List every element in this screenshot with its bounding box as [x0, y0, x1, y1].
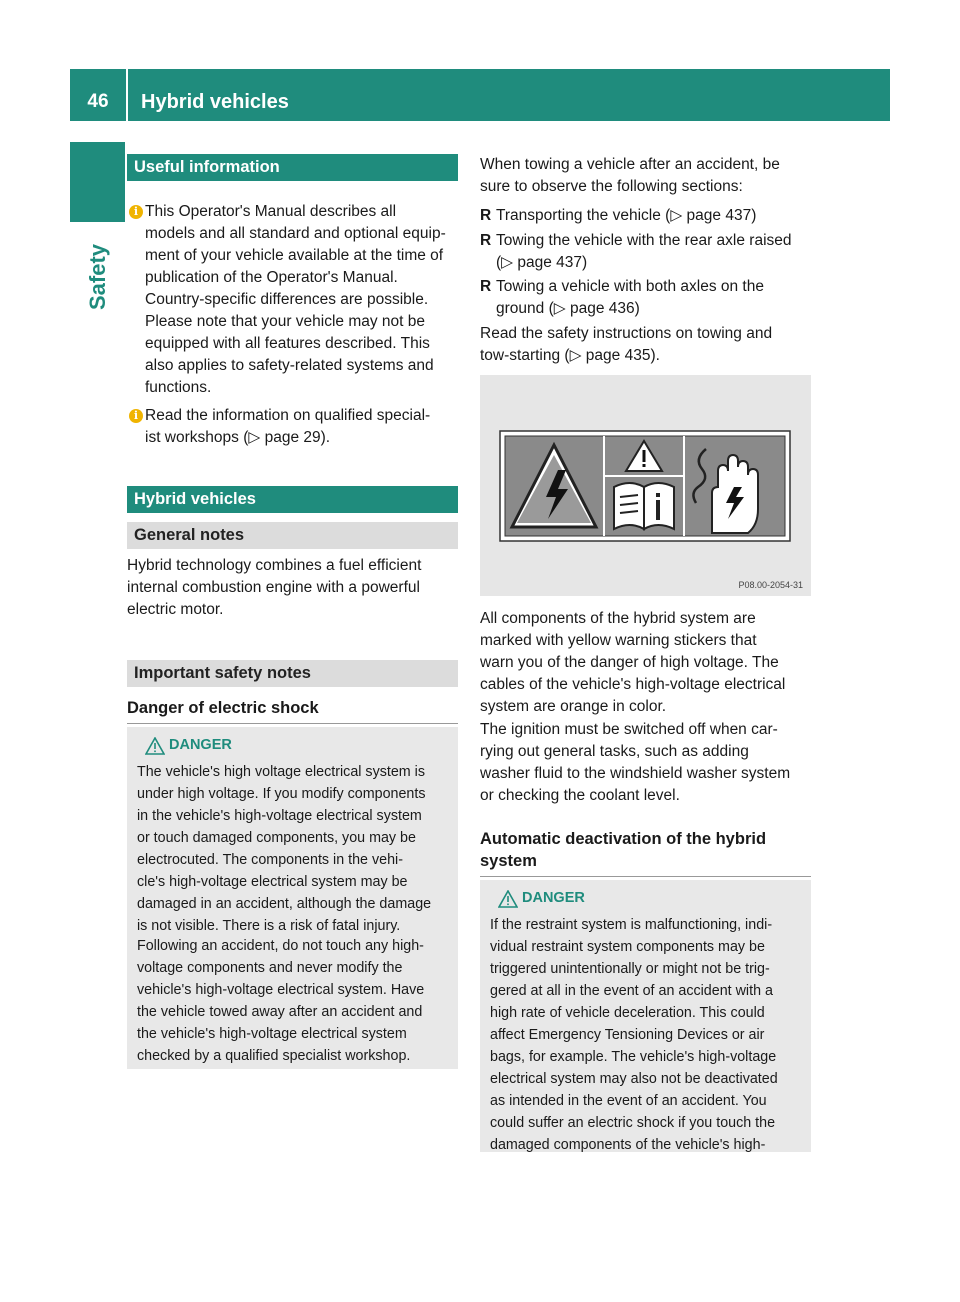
info-icon: i: [129, 205, 143, 219]
towing-intro: When towing a vehicle after an accident, be sure to observe the following sections:: [480, 156, 780, 195]
list-item: R Towing the vehicle with the rear axle raised (▷ page 437): [480, 232, 792, 271]
list-item: R Towing a vehicle with both axles on the ground (▷ page 436): [480, 278, 764, 317]
figure-code: P08.00-2054-31: [738, 580, 803, 590]
danger-paragraph: If the restraint system is malfunctioning, indi- vidual restraint system components may be triggered unintentionally or might not be trig- gered at all in the event of an accident with a high rate of vehicle deceleration. This could affect Emergency Tensioning Devices or air bags, for example. The vehicle's high-voltage electrical system may also not be deactivated as intended in the event of an accident. You could suffer an electric shock if you touch the damaged components of the vehicle's high-: [490, 917, 778, 1153]
section-rule: [127, 723, 458, 724]
header-title: Hybrid vehicles: [141, 91, 289, 113]
warning-triangle-icon: [145, 737, 165, 755]
danger-label: DANGER: [169, 737, 232, 753]
page-header: [70, 69, 890, 121]
manual-book-icon: [614, 483, 644, 529]
useful-info-note-1: This Operator's Manual describes all models and all standard and optional equip- ment of your vehicle available at the time of publication of the Operator's Manual. Country-specific differences are possible. Please note that your vehicle may not be equipped with all features described. This also applies to safety-related systems and functions.: [145, 203, 446, 396]
general-notes-text: Hybrid technology combines a fuel efficient internal combustion engine with a powerful electric motor.: [127, 557, 422, 618]
page-number: 46: [87, 91, 109, 112]
danger-label: DANGER: [522, 890, 585, 906]
ignition-text: The ignition must be switched off when car- rying out general tasks, such as adding washer fluid to the windshield washer system or checking the coolant level.: [480, 721, 791, 804]
danger-paragraph-2: Following an accident, do not touch any high- voltage components and never modify the vehicle's high-voltage electrical system. Have the vehicle towed away after an accident and the vehicle's high-voltage electrical system checked by a qualified specialist workshop.: [137, 938, 425, 1064]
high-voltage-sticker-image: [480, 375, 811, 596]
important-safety-notes-title: Important safety notes: [127, 660, 458, 687]
auto-deactivation-heading: Automatic deactivation of the hybrid system: [480, 830, 767, 870]
electric-shock-heading: Danger of electric shock: [127, 699, 319, 717]
info-icon: i: [129, 409, 143, 423]
read-safety-text: Read the safety instructions on towing and tow-starting (▷ page 435).: [480, 325, 773, 364]
header-divider: [126, 69, 128, 121]
useful-info-title: Useful information: [127, 154, 458, 181]
side-tab-block: [70, 142, 125, 222]
side-tab-label: Safety: [85, 243, 110, 311]
danger-box-electric-shock: [127, 727, 458, 1069]
section-rule: [480, 876, 811, 877]
danger-box-restraint-system: [480, 880, 811, 1152]
components-text: All components of the hybrid system are marked with yellow warning stickers that warn you of the danger of high voltage. The cables of the vehicle's high-voltage electrical system are orange in color.: [480, 610, 786, 715]
danger-paragraph-1: The vehicle's high voltage electrical system is under high voltage. If you modify components in the vehicle's high-voltage electrical system or touch damaged components, you may be electrocuted. The components in the vehi- cle's high-voltage electrical system may be damaged in an accident, although the damage is not visible. There is a risk of fatal injury.: [137, 764, 432, 934]
warning-triangle-icon: [498, 890, 518, 908]
hybrid-vehicles-title: Hybrid vehicles: [127, 486, 458, 513]
general-notes-title: General notes: [127, 522, 458, 549]
useful-info-note-2: Read the information on qualified special- ist workshops (▷ page 29).: [145, 407, 431, 446]
warning-sticker-figure: [480, 375, 811, 596]
